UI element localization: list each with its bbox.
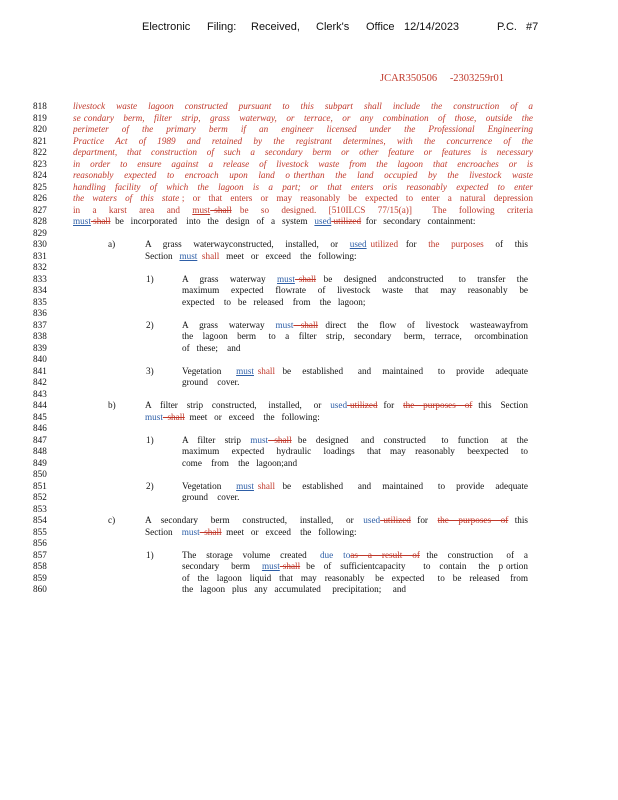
- line-number: 856: [33, 538, 47, 548]
- text-run: A grass waterway: [182, 319, 276, 330]
- document-line: [0, 331, 618, 342]
- line-number: 818: [33, 101, 47, 111]
- document-line: [0, 274, 618, 285]
- line-text: [145, 239, 528, 250]
- line-number: 847: [33, 434, 47, 445]
- document-line: [0, 400, 618, 411]
- line-text: [73, 216, 533, 227]
- line-text: [182, 561, 528, 572]
- line-text: [182, 274, 528, 285]
- list-label: 2): [146, 480, 154, 491]
- line-number: 823: [33, 158, 47, 169]
- text-run: utilized: [366, 239, 399, 249]
- document-line: [0, 527, 618, 538]
- document-line: [0, 320, 618, 331]
- text-run: ; or that enters or may reasonably be expected to enter a natural depression: [181, 193, 533, 203]
- text-run: of this: [483, 239, 528, 249]
- line-text: [145, 251, 528, 262]
- inserted-text: must: [261, 561, 280, 571]
- deleted-text: the purposes of: [437, 515, 509, 525]
- text-run: of these; and: [182, 342, 241, 353]
- text-run: the waters of this state: [73, 193, 182, 203]
- text-run: handling facility of which the lagoon is a part; or that enters oris reasonably expected to enter: [73, 181, 533, 192]
- inserted-text: must: [145, 411, 163, 422]
- line-text: [73, 136, 533, 147]
- text-run: Vegetation: [182, 480, 237, 491]
- text-run: expected to be released from the lagoon;: [182, 296, 366, 307]
- text-run: Section: [145, 526, 182, 537]
- deleted-text: utilized: [331, 216, 362, 226]
- document-line: [0, 366, 618, 377]
- text-run: maximum expected hydraulic loadings that may reasonably beexpected to: [182, 446, 528, 456]
- text-run: A grass waterway: [182, 273, 278, 284]
- document-line: [0, 561, 618, 572]
- text-run: shall: [253, 365, 276, 376]
- text-run: direct the flow of livestock wasteawayfrom: [318, 319, 528, 330]
- document-line: [0, 170, 618, 181]
- text-run: A filter strip: [182, 434, 251, 445]
- text-run: meet or exceed the following:: [221, 526, 357, 537]
- line-number: 855: [33, 526, 47, 537]
- document-line: [0, 423, 618, 434]
- text-run: secondary berm: [182, 561, 262, 571]
- line-number: 826: [33, 193, 47, 203]
- deleted-text: utilized: [347, 400, 378, 410]
- line-number: 860: [33, 584, 47, 594]
- document-line: [0, 492, 618, 503]
- text-run: be incorporated into the design of a system: [110, 216, 315, 226]
- text-run: A grass waterwayconstructed, installed, or: [145, 239, 350, 249]
- inserted-text: must: [236, 480, 254, 491]
- text-run: A secondary berm constructed, installed, or: [145, 515, 364, 525]
- text-run: shall: [197, 250, 220, 261]
- document-line: [0, 584, 618, 595]
- line-text: [182, 331, 528, 342]
- text-run: come from the lagoon;and: [182, 457, 298, 468]
- line-text: [182, 366, 528, 377]
- line-text: [145, 400, 528, 411]
- header-pc: P.C.: [497, 21, 517, 33]
- document-line: [0, 550, 618, 561]
- line-number: 845: [33, 411, 47, 422]
- deleted-text: shall: [162, 411, 185, 422]
- line-number: 827: [33, 204, 47, 215]
- document-line: [0, 147, 618, 158]
- text-run: in a karst area and: [73, 204, 193, 215]
- line-text: [182, 458, 528, 469]
- document-line: [0, 389, 618, 400]
- inserted-text: must: [277, 273, 295, 284]
- text-run: in order to ensure against a release of livestock waste from the lagoon that encroaches or is: [73, 158, 533, 169]
- line-number: 841: [33, 365, 47, 376]
- deleted-text: shall: [90, 216, 111, 226]
- line-text: [73, 124, 533, 135]
- inserted-text: must: [181, 526, 200, 537]
- text-run: for: [410, 515, 438, 525]
- document-line: [0, 228, 618, 239]
- line-number: 833: [33, 273, 47, 284]
- line-text: [182, 492, 528, 503]
- text-run: for secondary containment:: [361, 216, 476, 226]
- line-number: 837: [33, 319, 47, 330]
- text-run: maximum expected flowrate of livestock waste that may reasonably be: [182, 285, 528, 295]
- line-text: [145, 527, 528, 538]
- list-label: b): [108, 400, 116, 410]
- line-number: 820: [33, 124, 47, 134]
- line-text: [145, 515, 528, 526]
- text-run: be so designed. [510ILCS 77/15(a)] The following criteria: [231, 204, 533, 215]
- document-line: [0, 101, 618, 112]
- deleted-text: as a result of: [350, 549, 420, 560]
- text-run: be established and maintained to provide adequate: [275, 480, 528, 491]
- line-number: 839: [33, 342, 47, 353]
- text-run: ground cover.: [182, 377, 240, 387]
- deleted-text: shall: [210, 204, 232, 215]
- list-label: 1): [146, 549, 154, 560]
- line-text: [73, 170, 533, 181]
- line-number: 848: [33, 446, 47, 456]
- line-text: [73, 205, 533, 216]
- text-run: the construction of a: [419, 549, 528, 560]
- text-run: the lagoon plus any accumulated precipitation; and: [182, 584, 407, 594]
- deleted-text: the purposes of: [403, 400, 473, 410]
- text-run: of the lagoon liquid that may reasonably be expected to be released from: [182, 572, 528, 583]
- line-text: [182, 320, 528, 331]
- line-text: [73, 193, 533, 204]
- inserted-text: used: [314, 216, 332, 226]
- line-text: [182, 435, 528, 446]
- document-line: [0, 205, 618, 216]
- document-line: [0, 354, 618, 365]
- line-text: [182, 584, 528, 595]
- line-text: [73, 113, 533, 124]
- inserted-text: used: [330, 400, 348, 410]
- document-line: [0, 412, 618, 423]
- inserted-text: used: [363, 515, 381, 525]
- line-text: [182, 550, 528, 561]
- document-id-right: -2303259r01: [449, 73, 505, 84]
- text-run: for: [377, 400, 404, 410]
- deleted-text: shall: [199, 526, 222, 537]
- line-number: 832: [33, 262, 47, 272]
- inserted-text: must: [73, 216, 91, 226]
- line-number: 836: [33, 308, 47, 318]
- inserted-text: must: [250, 434, 269, 445]
- text-run: A filter strip constructed, installed, or: [145, 400, 331, 410]
- line-number: 840: [33, 354, 47, 364]
- document-line: [0, 481, 618, 492]
- text-run: shall: [253, 480, 276, 491]
- line-number: 822: [33, 147, 47, 157]
- deleted-text: utilized: [380, 515, 411, 525]
- deleted-text: shall: [268, 434, 292, 445]
- line-number: 844: [33, 400, 47, 410]
- text-run: be designed andconstructed to transfer the: [316, 273, 528, 284]
- text-run: this: [508, 515, 528, 525]
- list-label: 1): [146, 273, 154, 284]
- line-number: 857: [33, 549, 47, 560]
- line-text: [182, 481, 528, 492]
- line-text: [182, 285, 528, 296]
- document-line: [0, 136, 618, 147]
- document-line: [0, 458, 618, 469]
- document-line: [0, 285, 618, 296]
- line-number: 834: [33, 285, 47, 295]
- header-date: 12/14/2023: [404, 21, 460, 33]
- header-office: Office: [366, 21, 395, 33]
- text-run: department, that construction of such a secondary berm or other feature or features is necessary: [73, 147, 533, 157]
- document-line: [0, 515, 618, 526]
- line-text: [182, 297, 528, 308]
- list-label: c): [108, 515, 116, 525]
- inserted-text: must: [236, 365, 254, 376]
- document-line: [0, 159, 618, 170]
- line-text: [182, 573, 528, 584]
- document-line: [0, 435, 618, 446]
- list-label: a): [108, 239, 116, 249]
- document-line: [0, 573, 618, 584]
- document-line: [0, 343, 618, 354]
- line-number: 835: [33, 296, 47, 307]
- text-run: se condary berm, filter strip, grass waterway, or terrace, or any combination of those, outside the: [73, 112, 533, 123]
- line-number: 824: [33, 170, 47, 180]
- line-text: [145, 412, 528, 423]
- header-received: Received,: [251, 21, 300, 33]
- list-label: 3): [146, 365, 154, 376]
- text-run: Section: [145, 250, 180, 261]
- text-run: The storage volume created: [182, 549, 320, 560]
- line-number: 831: [33, 250, 47, 261]
- text-run: for: [398, 239, 429, 249]
- line-number: 843: [33, 388, 47, 399]
- line-text: [73, 159, 533, 170]
- deleted-text: shall: [279, 561, 301, 571]
- document-line: [0, 216, 618, 227]
- text-run: meet or exceed the following:: [184, 411, 320, 422]
- text-run: be of sufficientcapacity to contain the p ortion: [300, 561, 528, 571]
- line-number: 852: [33, 492, 47, 502]
- text-run: Practice Act of 1989 and retained by the registrant determines, with the concurrence of the: [73, 135, 533, 146]
- text-run: ground cover.: [182, 492, 240, 502]
- line-number: 849: [33, 457, 47, 468]
- document-line: [0, 193, 618, 204]
- document-line: [0, 538, 618, 549]
- document-line: [0, 504, 618, 515]
- text-run: this Section: [472, 400, 528, 410]
- text-run: the lagoon berm to a filter strip, secondary berm, terrace, orcombination: [182, 331, 528, 341]
- document-line: [0, 239, 618, 250]
- document-line: [0, 469, 618, 480]
- list-label: 1): [146, 434, 154, 445]
- text-run: be designed and constructed to function at the: [291, 434, 528, 445]
- inserted-text: must: [275, 319, 294, 330]
- document-line: [0, 262, 618, 273]
- text-run: reasonably expected to encroach upon land o therthan the land occupied by the livestock waste: [73, 170, 533, 180]
- document-id-left: JCAR350506: [380, 73, 438, 84]
- document-line: [0, 251, 618, 262]
- text-run: perimeter of the primary berm if an engineer licensed under the Professional Engineering: [73, 124, 533, 134]
- line-text: [73, 182, 533, 193]
- text-run: meet or exceed the following:: [219, 250, 357, 261]
- line-number: 819: [33, 112, 47, 123]
- document-line: [0, 124, 618, 135]
- line-number: 825: [33, 181, 47, 192]
- line-text: [182, 377, 528, 388]
- line-number: 829: [33, 227, 47, 238]
- line-number: 838: [33, 331, 47, 341]
- line-number: 853: [33, 503, 47, 514]
- document-line: [0, 308, 618, 319]
- line-number: 850: [33, 469, 47, 479]
- line-number: 846: [33, 423, 47, 433]
- line-text: [73, 101, 533, 112]
- text-run: livestock waste lagoon constructed pursuant to this subpart shall include the construction of a: [73, 101, 533, 111]
- document-line: [0, 182, 618, 193]
- text-run: Vegetation: [182, 365, 237, 376]
- header-filing: Filing:: [207, 21, 237, 33]
- deleted-text: shall: [293, 319, 319, 330]
- inserted-text: must: [179, 250, 198, 261]
- header-pc-number: #7: [526, 21, 539, 33]
- document-line: [0, 297, 618, 308]
- line-number: 851: [33, 480, 47, 491]
- header-electronic: Electronic: [142, 21, 191, 33]
- line-text: [182, 343, 528, 354]
- line-number: 858: [33, 561, 47, 571]
- line-number: 828: [33, 216, 47, 226]
- header-clerks: Clerk's: [316, 21, 350, 33]
- text-run: the purposes: [428, 239, 484, 249]
- line-text: [73, 147, 533, 158]
- line-number: 854: [33, 515, 47, 525]
- list-label: 2): [146, 319, 154, 330]
- line-number: 842: [33, 377, 47, 387]
- document-line: [0, 113, 618, 124]
- line-number: 859: [33, 572, 47, 583]
- line-text: [182, 446, 528, 457]
- inserted-text: due to: [319, 549, 351, 560]
- document-line: [0, 446, 618, 457]
- line-number: 821: [33, 135, 47, 146]
- document-line: [0, 377, 618, 388]
- line-number: 830: [33, 239, 47, 249]
- text-run: be established and maintained to provide adequate: [275, 365, 528, 376]
- text-run: must: [192, 204, 211, 215]
- inserted-text: used: [349, 239, 367, 249]
- deleted-text: shall: [294, 273, 317, 284]
